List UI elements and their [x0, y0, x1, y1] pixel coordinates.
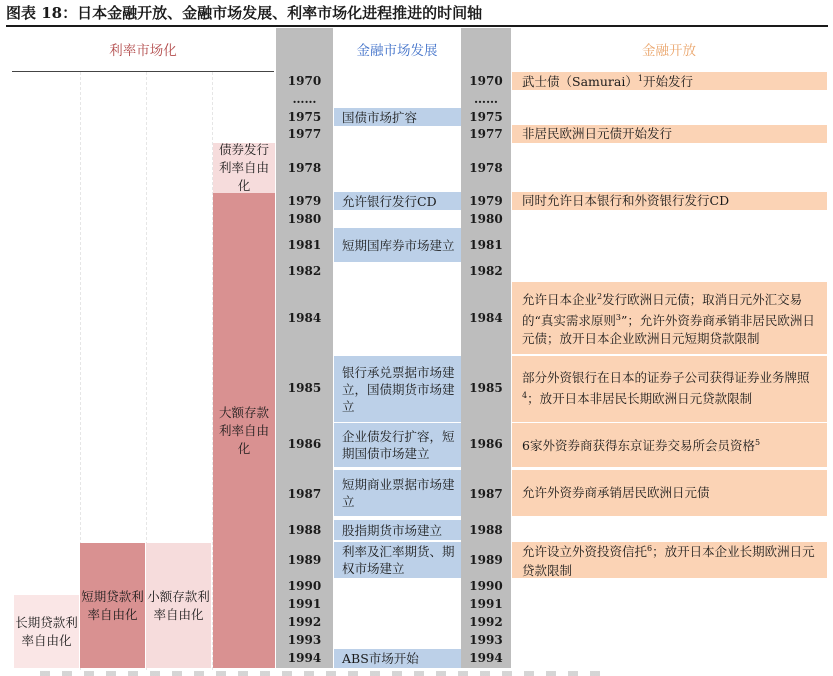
event-text: 允许设立外资投资信托	[522, 544, 648, 560]
bond-rate-liberalization-bar: 债券发行利率自由化	[213, 143, 275, 193]
market-event-1975: 国债市场扩容	[334, 108, 461, 126]
year-label: 1975	[469, 110, 503, 124]
year-label: 1979	[287, 194, 322, 208]
year-label: 1991	[287, 597, 322, 611]
year-label: 1975	[287, 110, 322, 124]
year-label: 1989	[287, 553, 322, 567]
year-label: 1985	[287, 381, 322, 395]
year-label: 1989	[469, 553, 503, 567]
event-text: ；放开日本非居民长期欧洲日元贷款限制	[527, 391, 753, 407]
market-event-1979: 允许银行发行CD	[334, 192, 461, 210]
cropped-footer-text	[40, 671, 600, 676]
footnote-marker: 2	[597, 291, 603, 301]
year-label: 1970	[469, 74, 503, 88]
financial-opening-header: 金融开放	[642, 43, 696, 59]
short-loan-rate-bar: 短期贷款利率自由化	[80, 543, 145, 668]
footnote-marker: 3	[615, 313, 621, 322]
year-label: 1990	[287, 579, 322, 593]
opening-event-1987: 允许外资券商承销居民欧洲日元债	[512, 470, 827, 516]
event-text: 6家外资券商获得东京证券交易所会员资格	[522, 438, 755, 454]
year-label: 1984	[469, 311, 503, 325]
opening-event-1977: 非居民欧洲日元债开始发行	[512, 125, 827, 143]
year-gap: ……	[474, 92, 498, 106]
year-label: 1986	[469, 437, 503, 451]
year-label: 1982	[469, 264, 503, 278]
year-label: 1993	[287, 633, 322, 647]
year-label: 1993	[469, 633, 503, 647]
opening-event-1979: 同时允许日本银行和外资银行发行CD	[512, 192, 827, 210]
financial-market-header: 金融市场发展	[356, 43, 438, 59]
event-text: 允许日本企业	[522, 292, 598, 307]
footnote-marker: 6	[647, 544, 653, 554]
year-label: 1988	[469, 523, 503, 537]
year-label: 1970	[287, 74, 322, 88]
event-text: 武士债（Samurai）	[522, 74, 638, 90]
event-text: ”；允许外资券商承销非居民欧洲日元债；放开日本企业欧洲日元短期贷款限制	[522, 313, 815, 347]
market-event-1985: 银行承兑票据市场建立，国债期货市场建立	[334, 356, 461, 422]
market-event-1994: ABS市场开始	[334, 649, 461, 668]
market-event-1989: 利率及汇率期货、期权市场建立	[334, 542, 461, 578]
footnote-marker: 1	[637, 74, 643, 84]
page-title: 图表 18：日本金融开放、金融市场发展、利率市场化进程推进的时间轴	[6, 4, 483, 22]
market-event-1986: 企业债发行扩容，短期国债市场建立	[334, 423, 461, 467]
event-text: ；放开日本企业长期欧洲日元贷款限制	[522, 544, 815, 578]
year-label: 1994	[287, 651, 322, 665]
event-text: 部分外资银行在日本的证券子公司获得证券业务牌照	[522, 370, 810, 386]
year-label: 1994	[469, 651, 503, 665]
year-label: 1980	[287, 212, 322, 226]
opening-event-1985	[512, 356, 827, 422]
year-label: 1977	[287, 127, 322, 141]
year-label: 1982	[287, 264, 322, 278]
year-label: 1981	[287, 238, 322, 252]
event-text: 开始发行	[642, 74, 693, 90]
year-label: 1990	[469, 579, 503, 593]
rate-liberalization-header: 利率市场化	[109, 43, 177, 59]
footnote-marker: 4	[522, 391, 528, 401]
year-label: 1984	[287, 311, 322, 325]
market-event-1981: 短期国库券市场建立	[334, 228, 461, 262]
long-loan-rate-bar: 长期贷款利率自由化	[14, 595, 79, 668]
opening-event-1984	[512, 282, 827, 354]
opening-event-1970	[512, 72, 827, 90]
year-label: 1978	[469, 161, 503, 175]
year-label: 1988	[287, 523, 322, 537]
year-label: 1992	[287, 615, 322, 629]
year-label: 1978	[287, 161, 322, 175]
year-label: 1979	[469, 194, 503, 208]
opening-event-1986	[512, 423, 827, 467]
year-label: 1980	[469, 212, 503, 226]
year-label: 1987	[469, 487, 503, 501]
year-label: 1985	[469, 381, 503, 395]
title-rule	[6, 25, 828, 27]
year-label: 1986	[287, 437, 322, 451]
small-deposit-rate-bar: 小额存款利率自由化	[146, 543, 211, 668]
year-gap: ……	[292, 92, 317, 106]
market-event-1988: 股指期货市场建立	[334, 520, 461, 540]
event-text: 发行欧洲日元债；取消日元外汇交易的“真实需求原则	[522, 292, 803, 329]
market-event-1987: 短期商业票据市场建立	[334, 470, 461, 516]
year-label: 1981	[469, 238, 503, 252]
footnote-marker: 5	[754, 438, 761, 448]
year-label: 1987	[287, 487, 322, 501]
year-label: 1991	[469, 597, 503, 611]
large-deposit-rate-bar: 大额存款利率自由化	[213, 193, 275, 668]
year-label: 1977	[469, 127, 503, 141]
opening-event-1989	[512, 542, 827, 578]
rate-header-rule	[12, 71, 274, 72]
year-label: 1992	[469, 615, 503, 629]
